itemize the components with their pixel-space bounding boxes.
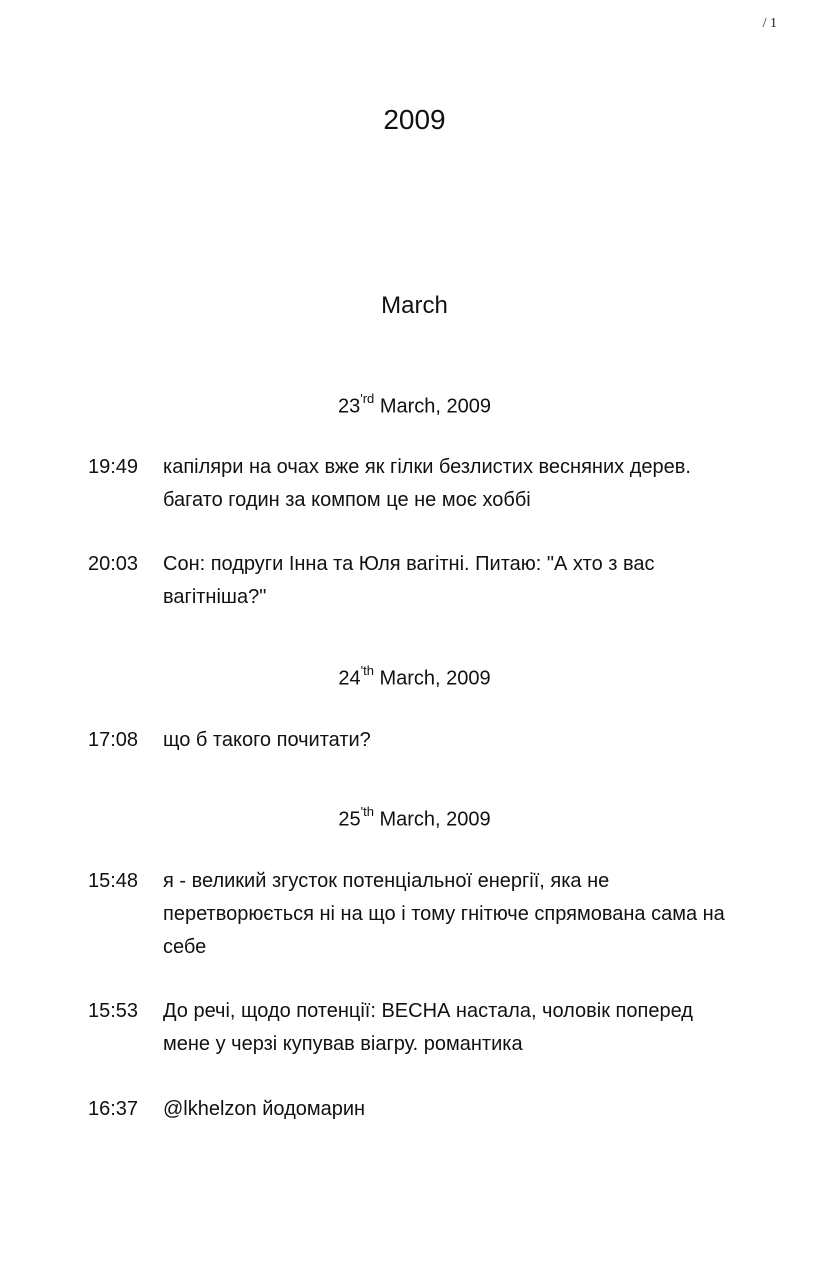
entry-time: 20:03	[88, 553, 139, 575]
entry-time: 16:37	[88, 1098, 139, 1120]
entry-time: 17:08	[88, 729, 139, 751]
page-number: / 1	[762, 16, 777, 31]
entry	[88, 1093, 728, 1126]
day-suffix: 'rd	[360, 391, 375, 406]
entry-text: @lkhelzon йодомарин	[163, 1098, 366, 1120]
day-number: 23	[337, 395, 361, 418]
entry-time: 15:48	[88, 870, 139, 892]
day-rest: March, 2009	[373, 808, 491, 831]
entry-text: капіляри на очах вже як гілки безлистих весняних дерев. багато годин за компом це не моє хоббі	[163, 456, 691, 511]
entry-text: я - великий згусток потенціальної енергії, яка не перетворюється ні на що і тому гнітюче спрямована сама на себе	[163, 870, 725, 958]
entry	[88, 724, 728, 757]
entry-time: 19:49	[88, 456, 139, 478]
entry	[88, 451, 728, 517]
day-number: 24	[338, 667, 361, 690]
entry-text: До речі, щодо потенції: ВЕСНА настала, чоловік поперед мене у черзі купував віагру. романтика	[163, 1000, 693, 1055]
day-heading	[0, 393, 829, 419]
entry	[88, 865, 728, 964]
day-heading	[0, 806, 829, 832]
day-suffix: 'th	[360, 663, 374, 678]
day-rest: March, 2009	[374, 395, 492, 418]
entry-time: 15:53	[88, 1000, 139, 1022]
entry-text: Сон: подруги Інна та Юля вагітні. Питаю: "А хто з вас вагітніша?"	[163, 553, 655, 608]
day-rest: March, 2009	[373, 667, 491, 690]
day-heading	[0, 665, 829, 691]
month-heading: March	[381, 292, 448, 319]
year-heading: 2009	[383, 104, 446, 135]
entry	[88, 995, 728, 1061]
entry	[88, 548, 728, 614]
day-number: 25	[338, 808, 361, 831]
entry-text: що б такого почитати?	[163, 729, 371, 751]
day-suffix: 'th	[360, 804, 374, 819]
